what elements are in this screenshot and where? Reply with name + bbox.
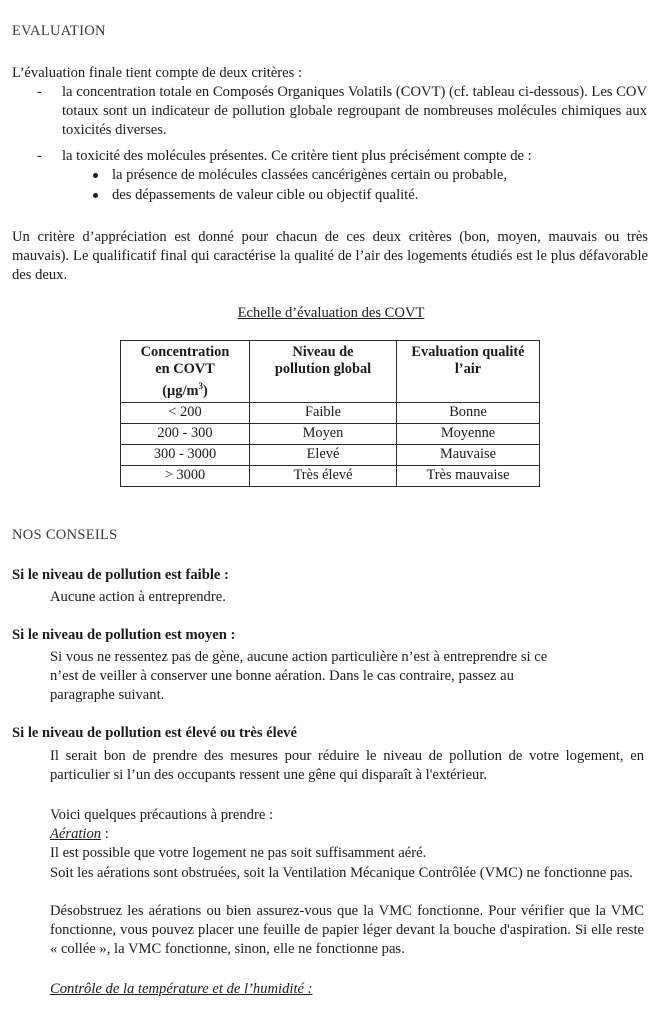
table-row <box>121 444 540 465</box>
header-air-quality: Evaluation qualité l’air <box>397 341 540 403</box>
dash-marker: - <box>37 148 42 164</box>
intro-text: L’évaluation finale tient compte de deux critères : <box>12 65 303 81</box>
appreciation-paragraph: Un critère d’appréciation est donné pour chacun de ces deux critères (bon, moyen, mauvais ou très mauvais). Le qualificatif final qui caractérise la qualité de l’air des logements étudiés est le plus défavorable des deux. <box>12 229 648 283</box>
criterion-covt: la concentration totale en Composés Organiques Volatils (COVT) (cf. tableau ci-dessous). Les COV totaux sont un indicateur de pollution globale regroupant de nombreuses molécules chimiques aux toxicités diverses. <box>62 84 647 138</box>
high-para-1: Il serait bon de prendre des mesures pour réduire le niveau de pollution de votre logement, en particulier si l’un des occupants ressent une gêne qui disparaît à l'extérieur. <box>50 748 644 783</box>
heading-low-pollution: Si le niveau de pollution est faible : <box>12 567 229 583</box>
unblock-paragraph: Désobstruez les aérations ou bien assurez-vous que la VMC fonctionne. Pour vérifier que la VMC fonctionne, vous pouvez placer une feuille de papier léger devant la bouche d'aspiration. Si elle reste « collée », la VMC fonctionne, sinon, elle ne fonctionne pas. <box>50 903 644 957</box>
table-cell: Mauvaise <box>397 444 540 465</box>
medium-line-3: paragraphe suivant. <box>50 687 165 703</box>
temperature-heading: Contrôle de la température et de l’humidité : <box>50 981 313 997</box>
medium-line-1: Si vous ne ressentez pas de gène, aucune action particulière n’est à entreprendre si ce <box>50 649 548 665</box>
table-header-row <box>121 341 540 403</box>
heading-medium-pollution: Si le niveau de pollution est moyen : <box>12 627 236 643</box>
sub-bullet-cancer: la présence de molécules classées cancérigènes certain ou probable, <box>112 167 508 183</box>
table-caption: Echelle d’évaluation des COVT <box>237 305 425 321</box>
table-cell: Bonne <box>397 402 540 423</box>
header-concentration: Concentration en COVT $(\mu g/m^3)$ <box>121 341 250 403</box>
criterion-toxicity: la toxicité des molécules présentes. Ce critère tient plus précisément compte de : <box>62 148 532 164</box>
section-title-advice: NOS CONSEILS <box>12 527 118 543</box>
table-cell: 300 - 3000 <box>121 444 250 465</box>
sub-bullet-target: des dépassements de valeur cible ou objectif qualité. <box>112 187 419 203</box>
table-cell: Très mauvaise <box>397 465 540 486</box>
table-row <box>121 402 540 423</box>
header-pollution-level: Niveau de pollution global <box>250 341 397 403</box>
covt-scale-table <box>120 340 540 487</box>
table-cell: Moyenne <box>397 423 540 444</box>
table-cell: > 3000 <box>121 465 250 486</box>
aeration-heading: Aération : <box>50 826 109 842</box>
table-cell: < 200 <box>121 402 250 423</box>
bullet-dot <box>91 166 101 176</box>
low-pollution-text: Aucune action à entreprendre. <box>50 589 226 605</box>
table-cell: Elevé <box>250 444 397 465</box>
table-cell: Très élevé <box>250 465 397 486</box>
not-aerated-text: Il est possible que votre logement ne pas soit suffisamment aéré. <box>50 845 427 861</box>
table-row <box>121 465 540 486</box>
table-row <box>121 423 540 444</box>
dash-marker: - <box>37 84 42 100</box>
table-cell: Moyen <box>250 423 397 444</box>
table-cell: Faible <box>250 402 397 423</box>
table-cell: 200 - 300 <box>121 423 250 444</box>
medium-line-2: n’est de veiller à conserver une bonne aération. Dans le cas contraire, passez au <box>50 668 514 684</box>
bullet-dot <box>91 186 101 196</box>
precautions-text: Voici quelques précautions à prendre : <box>50 807 274 823</box>
section-title-evaluation: EVALUATION <box>12 23 106 39</box>
heading-high-pollution: Si le niveau de pollution est élevé ou très élevé <box>12 725 297 741</box>
obstructed-paragraph: Soit les aérations sont obstruées, soit la Ventilation Mécanique Contrôlée (VMC) ne fonctionne pas. <box>50 865 633 881</box>
